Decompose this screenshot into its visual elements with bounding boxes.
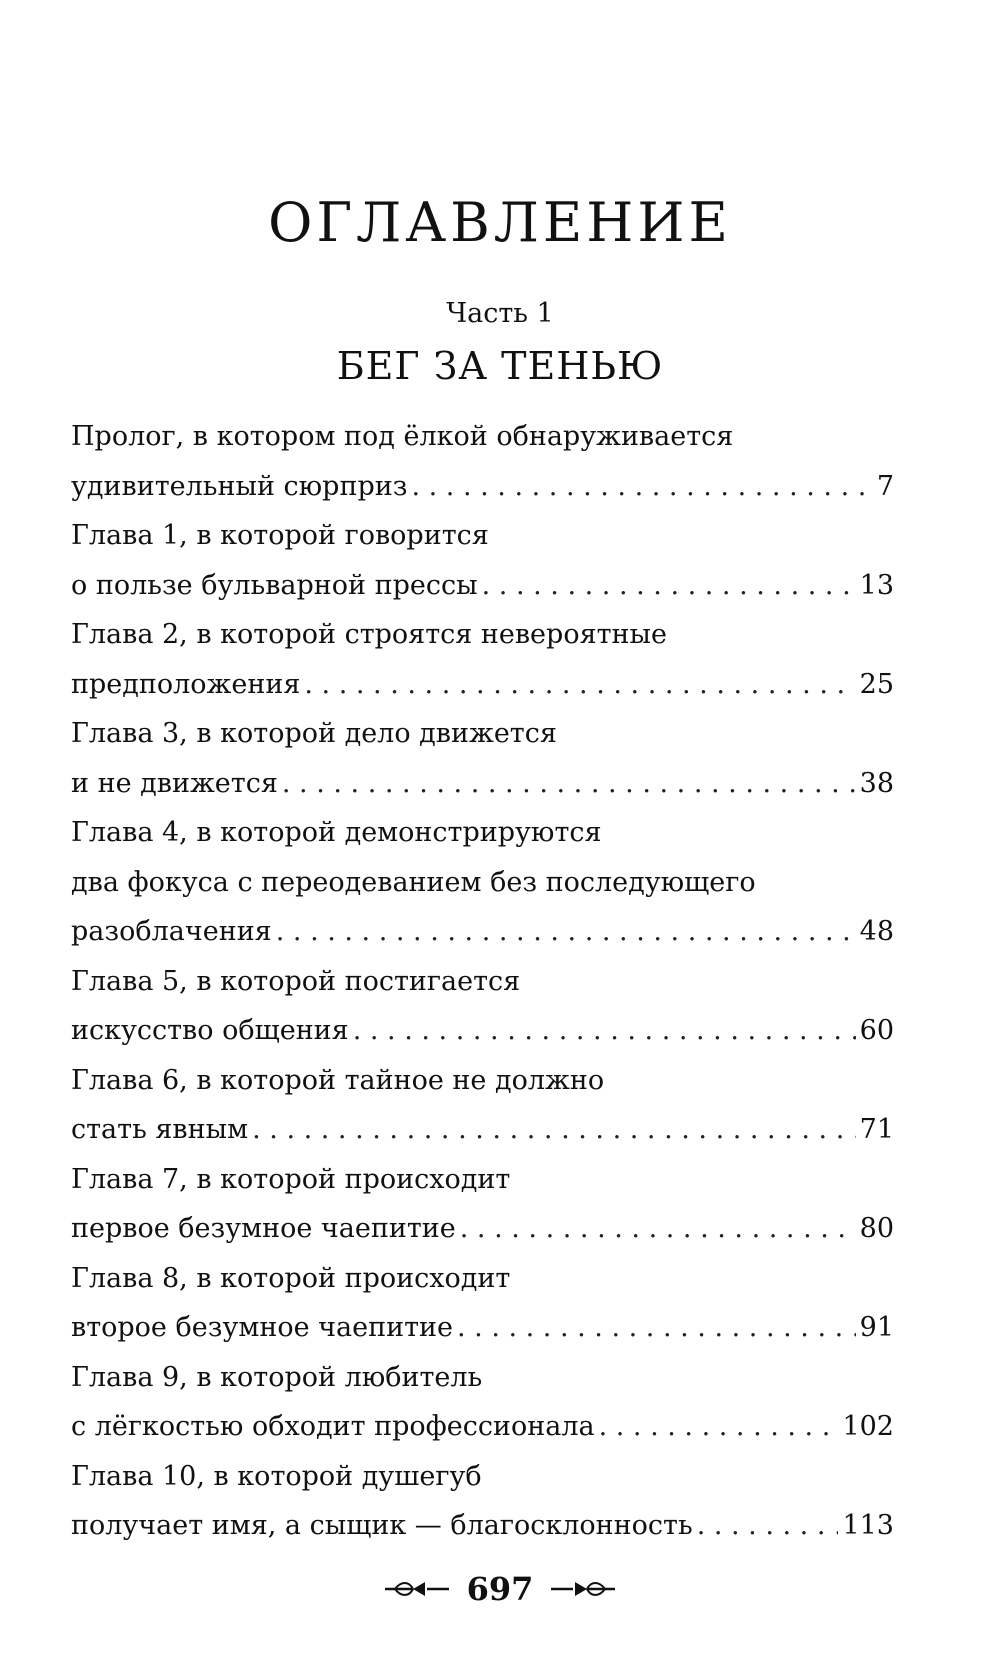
toc-entry-line xyxy=(71,610,894,660)
toc-entry-text: о пользе бульварной прессы xyxy=(71,569,478,601)
page-footer xyxy=(0,1570,1000,1608)
toc-entry-text: и не движется xyxy=(71,767,278,799)
toc-entry-last-line xyxy=(71,759,894,809)
toc-entry xyxy=(71,1353,894,1452)
dot-leader xyxy=(252,1105,856,1155)
toc-entry-last-line xyxy=(71,1006,894,1056)
toc-entry-text: Глава 9, в которой любитель xyxy=(71,1361,483,1393)
toc-entry xyxy=(71,412,894,511)
toc-entry-last-line xyxy=(71,462,894,512)
toc-entry-text: Глава 4, в которой демонстрируются xyxy=(71,817,602,848)
toc-entry xyxy=(71,1056,894,1155)
toc-page-number: 102 xyxy=(842,1411,894,1442)
dot-leader xyxy=(460,1204,856,1254)
toc-entry-text: с лёгкостью обходит профессионала xyxy=(71,1411,595,1442)
part-title: БЕГ ЗА ТЕНЬЮ xyxy=(336,344,664,388)
dot-leader xyxy=(457,1303,856,1353)
toc-entry-text: Глава 7, в которой происходит xyxy=(71,1163,511,1195)
toc-entry-text: удивительный сюрприз xyxy=(71,470,408,502)
toc-entry-line xyxy=(71,957,894,1007)
toc-entry-line xyxy=(71,1452,894,1502)
toc-entry-text: предположения xyxy=(71,668,301,700)
dot-leader xyxy=(282,759,856,809)
toc-page-number: 60 xyxy=(859,1015,894,1046)
toc-entry-line xyxy=(71,1056,894,1106)
toc-entry-last-line xyxy=(71,1105,894,1155)
toc-list xyxy=(71,412,894,1551)
toc-heading: ОГЛАВЛЕНИЕ xyxy=(268,191,732,254)
toc-page-number: 7 xyxy=(876,470,894,502)
dot-leader xyxy=(353,1006,856,1056)
toc-entry-text: Глава 10, в которой душегуб xyxy=(71,1460,482,1492)
toc-entry-line xyxy=(71,1254,894,1304)
dot-leader xyxy=(276,907,856,957)
toc-entry xyxy=(71,610,894,709)
toc-entry-last-line xyxy=(71,660,894,710)
page-number: 697 xyxy=(466,1570,534,1608)
toc-entry-text: первое безумное чаепитие xyxy=(71,1213,456,1244)
toc-page-number: 91 xyxy=(859,1312,894,1343)
toc-page-number: 71 xyxy=(859,1114,894,1145)
toc-entry xyxy=(71,808,894,957)
toc-entry-text: два фокуса с переодеванием без последующего xyxy=(71,866,756,898)
toc-entry-last-line xyxy=(71,1402,894,1452)
part-label: Часть 1 xyxy=(446,298,554,329)
dot-leader xyxy=(599,1402,839,1452)
toc-entry-line xyxy=(71,709,894,759)
toc-entry-text: Глава 8, в которой происходит xyxy=(71,1262,511,1294)
toc-entry-line xyxy=(71,858,894,908)
toc-entry xyxy=(71,709,894,808)
toc-page-number: 38 xyxy=(859,767,894,799)
dot-leader xyxy=(304,660,855,710)
toc-entry-text: разоблачения xyxy=(71,916,272,947)
toc-entry-line xyxy=(71,808,894,858)
toc-page-number: 48 xyxy=(859,916,894,947)
toc-entry-last-line xyxy=(71,1204,894,1254)
toc-page-number: 25 xyxy=(859,668,894,700)
toc-entry-text: стать явным xyxy=(71,1114,249,1145)
dot-leader xyxy=(697,1501,839,1551)
toc-entry-text: получает имя, а сыщик — благосклонность xyxy=(71,1510,693,1541)
toc-entry-last-line xyxy=(71,1501,894,1551)
toc-entry-text: искусство общения xyxy=(71,1015,349,1046)
toc-entry-text: Глава 6, в которой тайное не должно xyxy=(71,1064,605,1096)
toc-entry-line xyxy=(71,1353,894,1403)
toc-page-number: 80 xyxy=(859,1213,894,1244)
toc-entry xyxy=(71,1254,894,1353)
toc-entry xyxy=(71,1155,894,1254)
toc-entry-last-line xyxy=(71,1303,894,1353)
toc-entry-line xyxy=(71,412,894,462)
toc-entry xyxy=(71,511,894,610)
toc-entry-last-line xyxy=(71,907,894,957)
toc-entry xyxy=(71,957,894,1056)
toc-entry-text: второе безумное чаепитие xyxy=(71,1312,453,1343)
toc-page-number: 13 xyxy=(859,569,894,601)
toc-entry-line xyxy=(71,511,894,561)
toc-entry-text: Глава 1, в которой говорится xyxy=(71,520,489,551)
toc-entry-line xyxy=(71,1155,894,1205)
right-ornament-icon xyxy=(547,1579,617,1599)
dot-leader xyxy=(482,561,856,611)
toc-entry-text: Глава 2, в которой строятся невероятные xyxy=(71,619,668,650)
dot-leader xyxy=(411,462,872,512)
toc-page-number: 113 xyxy=(842,1510,894,1541)
toc-entry-text: Глава 5, в которой постигается xyxy=(71,965,521,997)
toc-entry xyxy=(71,1452,894,1551)
left-ornament-icon xyxy=(383,1579,453,1599)
toc-entry-last-line xyxy=(71,561,894,611)
toc-entry-text: Пролог, в котором под ёлкой обнаруживается xyxy=(71,421,734,452)
toc-entry-text: Глава 3, в которой дело движется xyxy=(71,718,557,749)
